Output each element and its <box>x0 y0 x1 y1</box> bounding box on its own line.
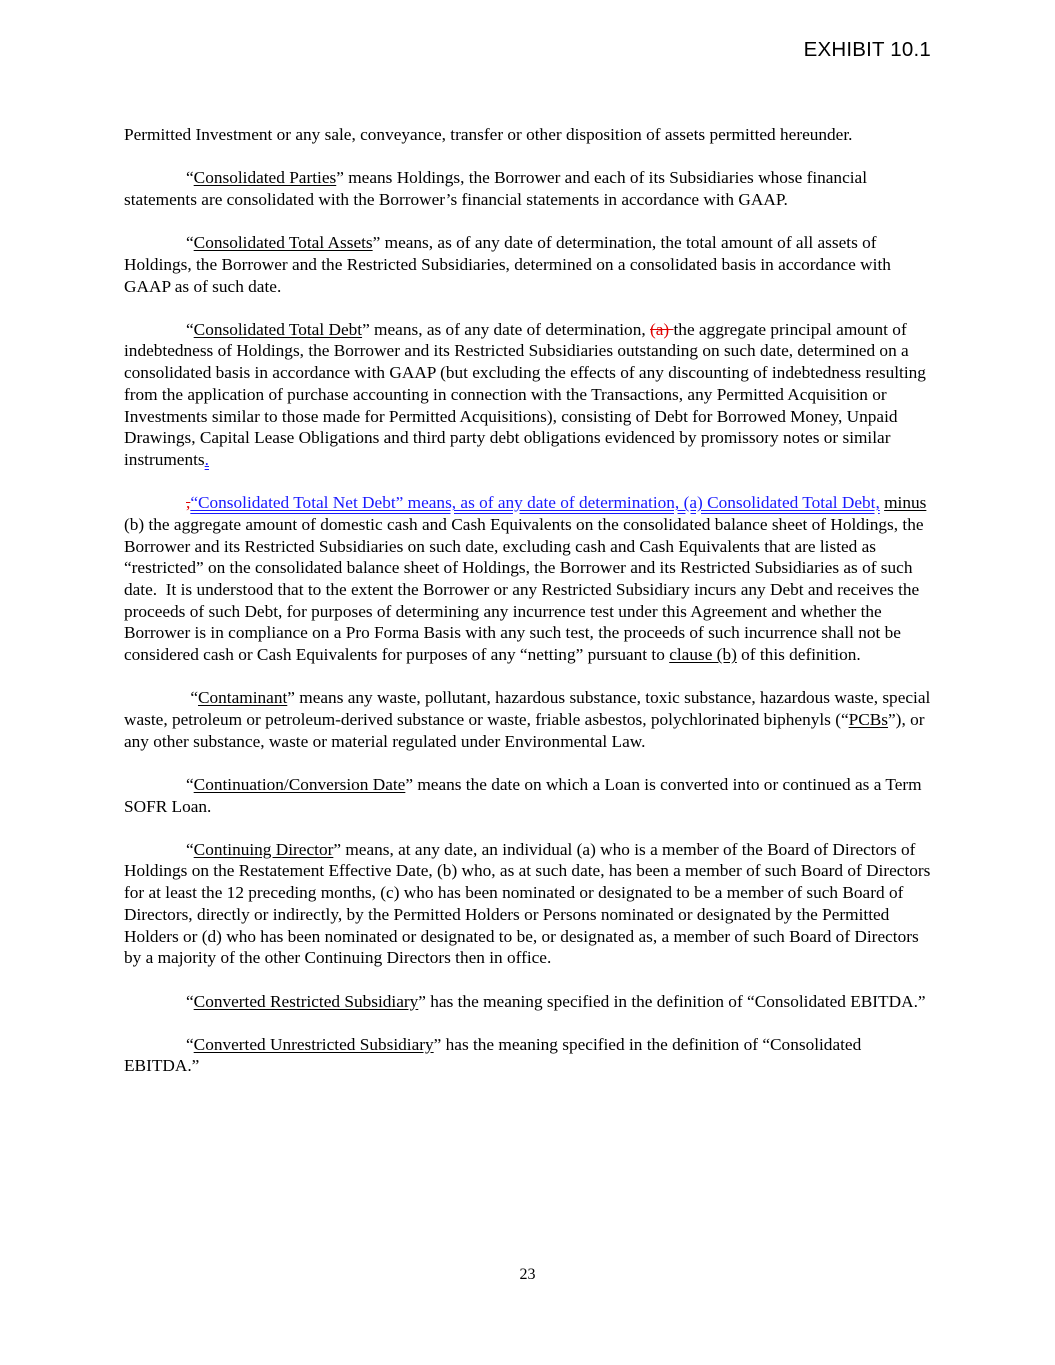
defined-term: Consolidated Total Assets <box>193 233 373 253</box>
defined-term: Continuation/Conversion Date <box>193 774 406 794</box>
definition-text: ” has the meaning specified in the definition of “Consolidated EBITDA.” <box>418 991 926 1011</box>
document-body <box>124 124 936 1099</box>
defined-term: Consolidated Parties <box>193 168 337 188</box>
minus-term: minus <box>884 493 927 513</box>
defined-term: Contaminant <box>198 688 288 708</box>
definition-consolidated-parties <box>124 167 936 210</box>
open-quote: “ <box>186 688 198 708</box>
definition-converted-unrestricted-subsidiary <box>124 1034 936 1077</box>
defined-term: Converted Unrestricted Subsidiary <box>193 1034 434 1054</box>
open-quote: “ <box>186 1034 194 1054</box>
defined-term: Converted Restricted Subsidiary <box>193 991 419 1011</box>
open-quote: “ <box>186 839 194 859</box>
inserted-period: . <box>204 449 209 469</box>
paragraph-text: Permitted Investment or any sale, conveyance, transfer or other disposition of assets permitted hereunder. <box>124 125 853 144</box>
clause-reference: clause (b) <box>669 645 737 665</box>
definition-text: (b) the aggregate amount of domestic cash and Cash Equivalents on the consolidated balance sheet of Holdings, the Borrower and its Restricted Subsidiaries on such date, excluding cash and Cash Equivalents that are listed as “restricted” on the consolidated balance sheet of Holdings, the Borrower and its Restricted Subsidiaries as of such date. It is understood that to the extent the Borrower or any Restricted Subsidiary incurs any Debt and receives the proceeds of such Debt, for purposes of determining any incurrence test under this Agreement and whether the Borrower is in compliance on a Pro Forma Basis with any such test, the proceeds of such incurrence shall not be considered cash or Cash Equivalents for purposes of any “netting” pursuant to <box>124 514 924 665</box>
definition-text: ” has the meaning specified in the definition of “Consolidated EBITDA.” <box>124 1034 862 1076</box>
defined-term: Consolidated Total Debt <box>193 319 363 339</box>
definition-converted-restricted-subsidiary <box>124 991 936 1013</box>
definition-contaminant <box>124 687 936 752</box>
definition-text: ” means any waste, pollutant, hazardous substance, toxic substance, hazardous waste, special waste, petroleum or petroleum-derived substance or waste, friable asbestos, polychlorinated biphenyls (“ <box>124 688 931 729</box>
definition-text: ” means the date on which a Loan is converted into or continued as a Term SOFR Loan. <box>124 774 922 816</box>
open-quote: “ <box>186 991 194 1011</box>
definition-text: ” means, as of any date of determination, <box>362 319 650 339</box>
deleted-comma: , <box>186 493 191 513</box>
open-quote: “ <box>186 168 194 188</box>
defined-term: Continuing Director <box>193 839 334 859</box>
definition-text: ”), or any other substance, waste or material regulated under Environmental Law. <box>124 709 925 751</box>
open-quote: “ <box>186 319 194 339</box>
definition-consolidated-total-assets <box>124 232 936 297</box>
definition-consolidated-total-debt <box>124 319 936 471</box>
open-quote: “ <box>186 774 194 794</box>
exhibit-label: EXHIBIT 10.1 <box>803 38 931 61</box>
definition-text: ” means, as of any date of determination, the total amount of all assets of Holdings, the Borrower and the Restricted Subsidiaries, determined on a consolidated basis in accordance with GAAP as of such date. <box>124 233 891 296</box>
definition-text: ” means, at any date, an individual (a) who is a member of the Board of Directors of Holdings on the Restatement Effective Date, (b) who, as at such date, has been a member of such Board of Directors for at least the 12 preceding months, (c) who has been nominated or designated to be a member of such Board of Directors, directly or indirectly, by the Permitted Holders or Persons nominated or designated by the Permitted Holders or (d) who has been nominated or designated to be, or designated as, a member of such Board of Directors by a majority of the other Continuing Directors then in office. <box>124 839 931 968</box>
inserted-text: “Consolidated Total Net Debt” means, as of any date of determination, (a) Consolidated Total Debt, <box>190 493 880 513</box>
abbreviation-term: PCBs <box>848 709 889 729</box>
open-quote: “ <box>186 233 194 253</box>
definition-consolidated-total-net-debt <box>124 492 936 666</box>
definition-text: the aggregate principal amount of indebtedness of Holdings, the Borrower and its Restricted Subsidiaries outstanding on such date, determined on a consolidated basis in accordance with GAAP (but excluding the effects of any discounting of indebtedness resulting from the application of purchase accounting in connection with the Transactions, any Permitted Acquisition or Investments similar to those made for Permitted Acquisitions), consisting of Debt for Borrowed Money, Unpaid Drawings, Capital Lease Obligations and third party debt obligations evidenced by promissory notes or similar instruments <box>124 319 926 469</box>
definition-text: ” means Holdings, the Borrower and each of its Subsidiaries whose financial statements are consolidated with the Borrower’s financial statements in accordance with GAAP. <box>124 168 868 209</box>
definition-continuing-director <box>124 839 936 969</box>
deleted-text: (a) <box>649 319 674 339</box>
page-number: 23 <box>519 1266 536 1283</box>
definition-text: of this definition. <box>736 645 861 665</box>
definition-continuation-conversion-date <box>124 774 936 817</box>
paragraph-continuation <box>124 124 936 146</box>
